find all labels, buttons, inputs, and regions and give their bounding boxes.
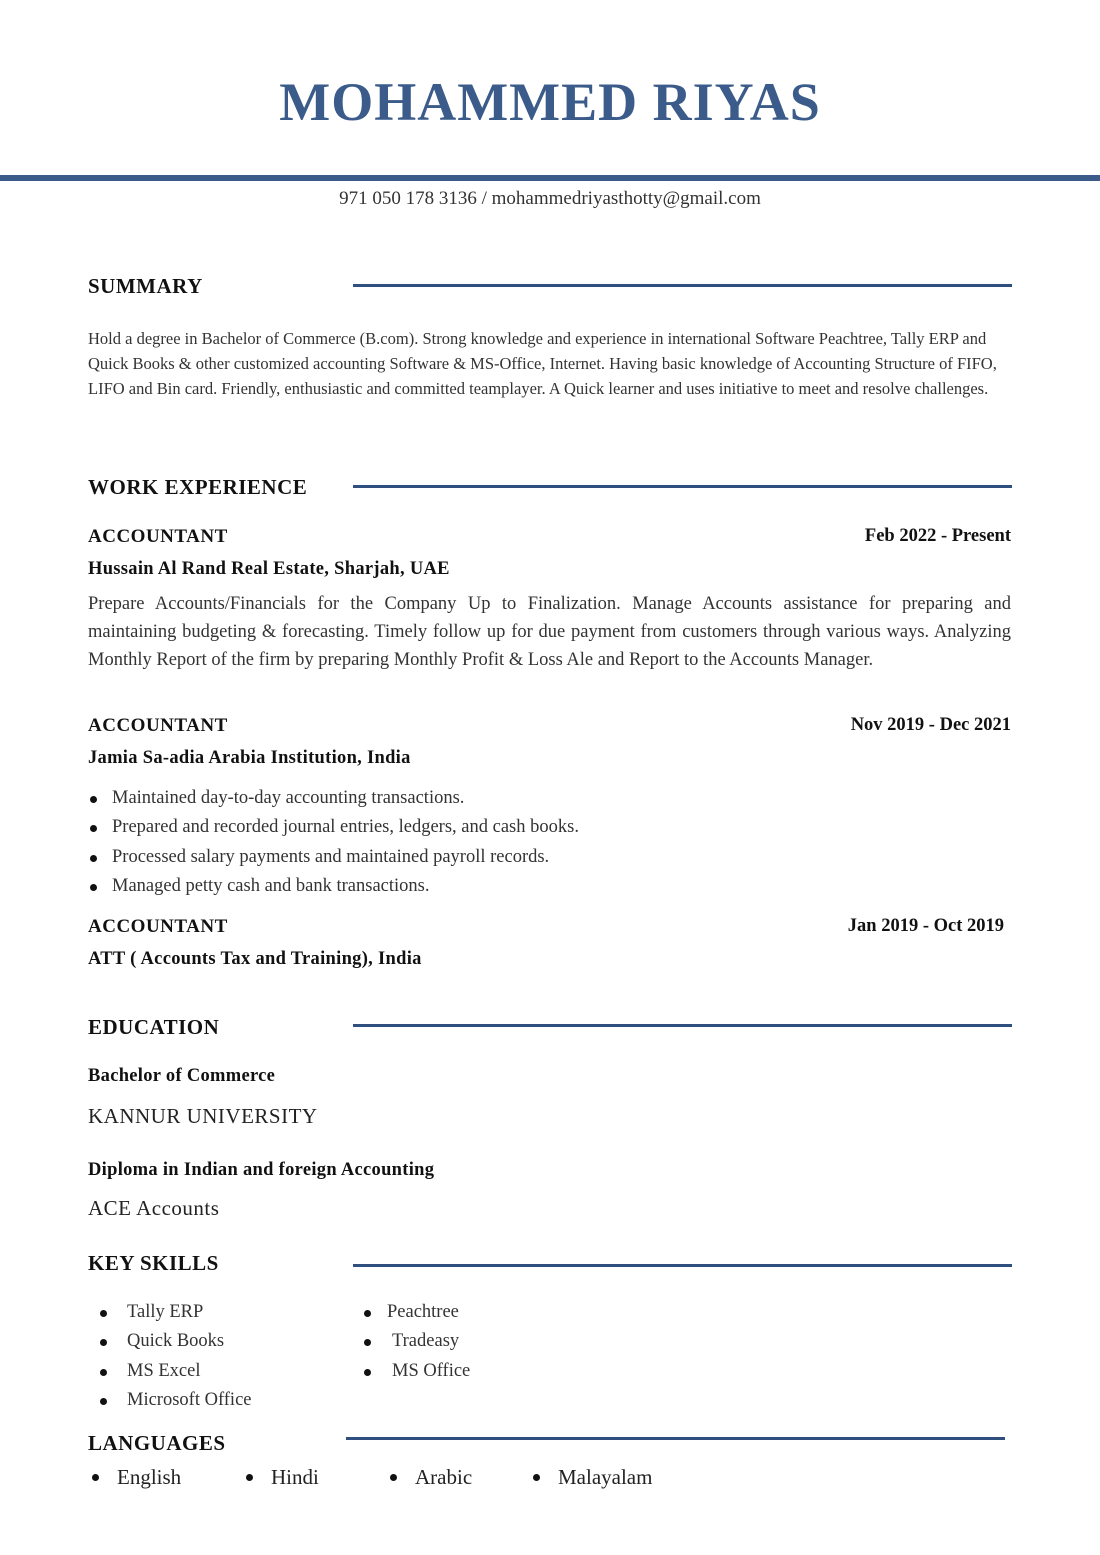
list-item bbox=[100, 1386, 252, 1415]
list-item bbox=[364, 1357, 470, 1386]
job-title: ACCOUNTANT bbox=[88, 715, 228, 736]
candidate-name: MOHAMMED RIYAS bbox=[279, 72, 821, 132]
language-item bbox=[92, 1465, 181, 1490]
skill-text: Quick Books bbox=[127, 1331, 225, 1352]
bullet-icon bbox=[100, 1398, 107, 1405]
job-description: Prepare Accounts/Financials for the Company Up to Finalization. Manage Accounts assistance for preparing and maintaining budgeting & forecasting. Timely follow up for due payment from customers through various ways. Analyzing Monthly Report of the firm by preparing Monthly Profit & Loss Ale and Report to the Accounts Manager. bbox=[88, 594, 1011, 670]
contact-info: 971 050 178 3136 / mohammedriyasthotty@gmail.com bbox=[339, 188, 761, 209]
bullet-icon bbox=[533, 1474, 540, 1481]
bullet-icon bbox=[90, 796, 97, 803]
summary-heading: SUMMARY bbox=[88, 274, 203, 298]
language-text: Malayalam bbox=[558, 1465, 653, 1489]
list-item bbox=[100, 1357, 252, 1386]
duty-text: Managed petty cash and bank transactions. bbox=[112, 875, 430, 896]
education-institution: KANNUR UNIVERSITY bbox=[88, 1104, 318, 1128]
job-dates: Jan 2019 - Oct 2019 bbox=[847, 916, 1004, 936]
language-text: Hindi bbox=[271, 1465, 319, 1489]
skill-text: MS Excel bbox=[127, 1360, 201, 1381]
skills-heading: KEY SKILLS bbox=[88, 1251, 219, 1275]
skill-text: MS Office bbox=[392, 1360, 471, 1381]
bullet-icon bbox=[90, 825, 97, 832]
education-degree: Diploma in Indian and foreign Accounting bbox=[88, 1160, 435, 1180]
education-heading: EDUCATION bbox=[88, 1015, 220, 1039]
bullet-icon bbox=[90, 855, 97, 862]
education-degree: Bachelor of Commerce bbox=[88, 1066, 276, 1086]
language-text: English bbox=[117, 1465, 182, 1489]
list-item bbox=[88, 843, 579, 872]
list-item bbox=[364, 1327, 470, 1356]
skill-text: Tradeasy bbox=[392, 1331, 460, 1352]
languages-heading: LANGUAGES bbox=[88, 1431, 226, 1455]
languages-divider bbox=[346, 1437, 1005, 1440]
summary-divider bbox=[353, 284, 1012, 287]
list-item bbox=[100, 1327, 252, 1356]
list-item bbox=[100, 1298, 252, 1327]
list-item bbox=[88, 784, 579, 813]
skills-list-left bbox=[100, 1298, 252, 1415]
education-institution: ACE Accounts bbox=[88, 1196, 220, 1220]
language-item bbox=[246, 1465, 319, 1490]
job-company: ATT ( Accounts Tax and Training), India bbox=[88, 949, 422, 969]
skill-text: Tally ERP bbox=[127, 1302, 204, 1322]
bullet-icon bbox=[364, 1339, 371, 1346]
duty-text: Processed salary payments and maintained payroll records. bbox=[112, 846, 550, 867]
duty-text: Maintained day-to-day accounting transactions. bbox=[112, 788, 465, 808]
job-company: Jamia Sa-adia Arabia Institution, India bbox=[88, 748, 411, 768]
bullet-icon bbox=[364, 1310, 371, 1317]
education-divider bbox=[353, 1024, 1012, 1027]
job-title: ACCOUNTANT bbox=[88, 526, 228, 547]
bullet-icon bbox=[92, 1474, 99, 1481]
summary-text: Hold a degree in Bachelor of Commerce (B.com). Strong knowledge and experience in international Software Peachtree, Tally ERP and Quick Books & other customized accounting Software & MS-Office, Internet. Having basic knowledge of Accounting Structure of FIFO, LIFO and Bin card. Friendly, enthusiastic and committed teamplayer. A Quick learner and uses initiative to meet and resolve challenges. bbox=[88, 329, 997, 398]
list-item bbox=[88, 813, 579, 842]
bullet-icon bbox=[390, 1474, 397, 1481]
job-title: ACCOUNTANT bbox=[88, 916, 228, 937]
duty-text: Prepared and recorded journal entries, ledgers, and cash books. bbox=[112, 817, 579, 838]
list-item bbox=[88, 872, 579, 901]
bullet-icon bbox=[246, 1474, 253, 1481]
language-text: Arabic bbox=[415, 1465, 473, 1489]
language-item bbox=[533, 1465, 652, 1490]
skills-divider bbox=[353, 1264, 1012, 1267]
skill-text: Microsoft Office bbox=[127, 1389, 252, 1410]
bullet-icon bbox=[90, 884, 97, 891]
bullet-icon bbox=[364, 1369, 371, 1376]
job-dates: Feb 2022 - Present bbox=[864, 526, 1011, 546]
bullet-icon bbox=[100, 1339, 107, 1346]
language-item bbox=[390, 1465, 472, 1490]
header-divider bbox=[0, 175, 1100, 181]
bullet-icon bbox=[100, 1310, 107, 1317]
experience-divider bbox=[353, 485, 1012, 488]
skill-text: Peachtree bbox=[387, 1302, 459, 1322]
job-company: Hussain Al Rand Real Estate, Sharjah, UAE bbox=[88, 559, 450, 579]
bullet-icon bbox=[100, 1369, 107, 1376]
skills-list-right bbox=[364, 1298, 470, 1386]
experience-heading: WORK EXPERIENCE bbox=[88, 475, 308, 499]
job-dates: Nov 2019 - Dec 2021 bbox=[850, 715, 1011, 735]
list-item bbox=[364, 1298, 470, 1327]
job-duties-list bbox=[88, 784, 579, 901]
